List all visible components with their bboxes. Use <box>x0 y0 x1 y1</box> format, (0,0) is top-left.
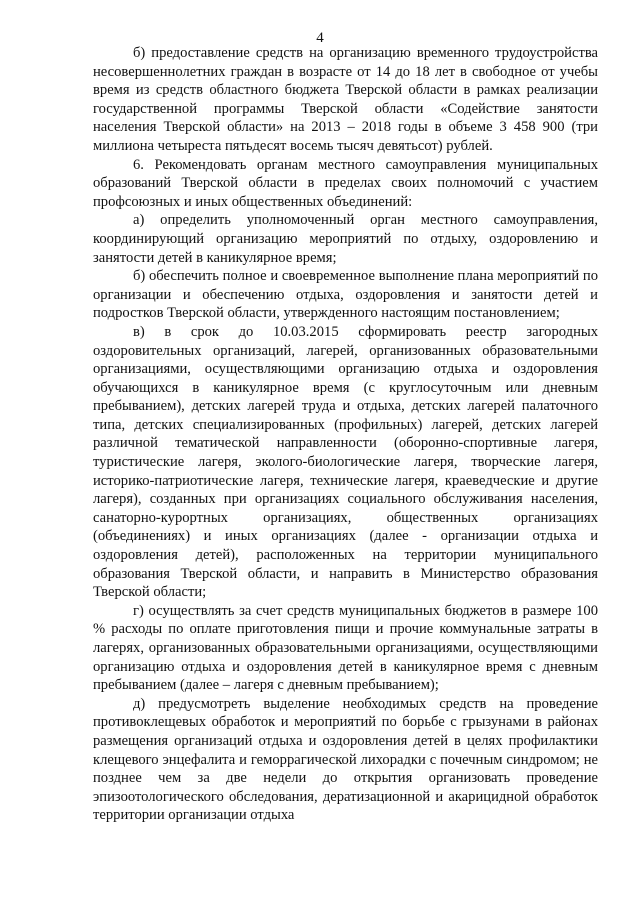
document-body <box>93 44 598 825</box>
paragraph-item-a: а) определить уполномоченный орган местного самоуправления, координирующий организацию мероприятий по отдыху, оздоровлению и занятости детей в каникулярное время; <box>93 212 598 266</box>
paragraph-item-b: б) обеспечить полное и своевременное выполнение плана мероприятий по организации и обеспечению отдыха, оздоровления и занятости детей и подростков Тверской области, утвержденного настоящим постановлением; <box>93 268 598 322</box>
paragraph-recommendation-6: 6. Рекомендовать органам местного самоуправления муниципальных образований Тверской области в пределах своих полномочий с участием профсоюзных и иных общественных объединений: <box>93 156 598 210</box>
paragraph-item-g: г) осуществлять за счет средств муниципальных бюджетов в размере 100 % расходы по оплате приготовления пищи и прочие коммунальные затраты в лагерях, организованных образовательными организациями, осуществляющими организацию отдыха и оздоровления детей в каникулярное время с дневным пребыванием (далее – лагеря с дневным пребыванием); <box>93 602 598 694</box>
paragraph-item-v: в) в срок до 10.03.2015 сформировать реестр загородных оздоровительных организаций, лагерей, организованных образовательными организациями, осуществляющими организацию отдыха и оздоровления обучающихся в каникулярное время (с круглосуточным или дневным пребыванием), детских лагерей труда и отдыха, детских лагерей палаточного типа, детских специализированных (профильных) лагерей, детских лагерей различной тематической направленности (оборонно-спортивные лагеря, туристические лагеря, эколого-биологические лагеря, творческие лагеря, историко-патриотические лагеря, технические лагеря, краеведческие и другие лагеря), созданных при организациях социального обслуживания населения, санаторно-курортных организациях, общественных организациях (объединениях) и иных организациях (далее - организации отдыха и оздоровления детей), расположенных на территории муниципального образования Тверской области, и направить в Министерство образования Тверской области; <box>93 323 598 601</box>
paragraph-funding-employment: б) предоставление средств на организацию временного трудоустройства несовершеннолетних граждан в возрасте от 14 до 18 лет в свободное от учебы время из средств областного бюджета Тверской области в рамках реализации государственной программы Тверской области «Содействие занятости населения Тверской области» на 2013 – 2018 годы в объеме 3 458 900 (три миллиона четыреста пятьдесят восемь тысяч девятьсот) рублей. <box>93 45 598 154</box>
page-number: 4 <box>316 30 324 46</box>
paragraph-item-d: д) предусмотреть выделение необходимых средств на проведение противоклещевых обработок и мероприятий по борьбе с грызунами в районах размещения организаций отдыха и оздоровления детей в целях профилактики клещевого энцефалита и геморрагической лихорадки с почечным синдромом; не позднее чем за две недели до открытия организовать проведение эпизоотологического обследования, дератизационной и акарицидной обработок территории организации отдыха <box>93 695 598 824</box>
